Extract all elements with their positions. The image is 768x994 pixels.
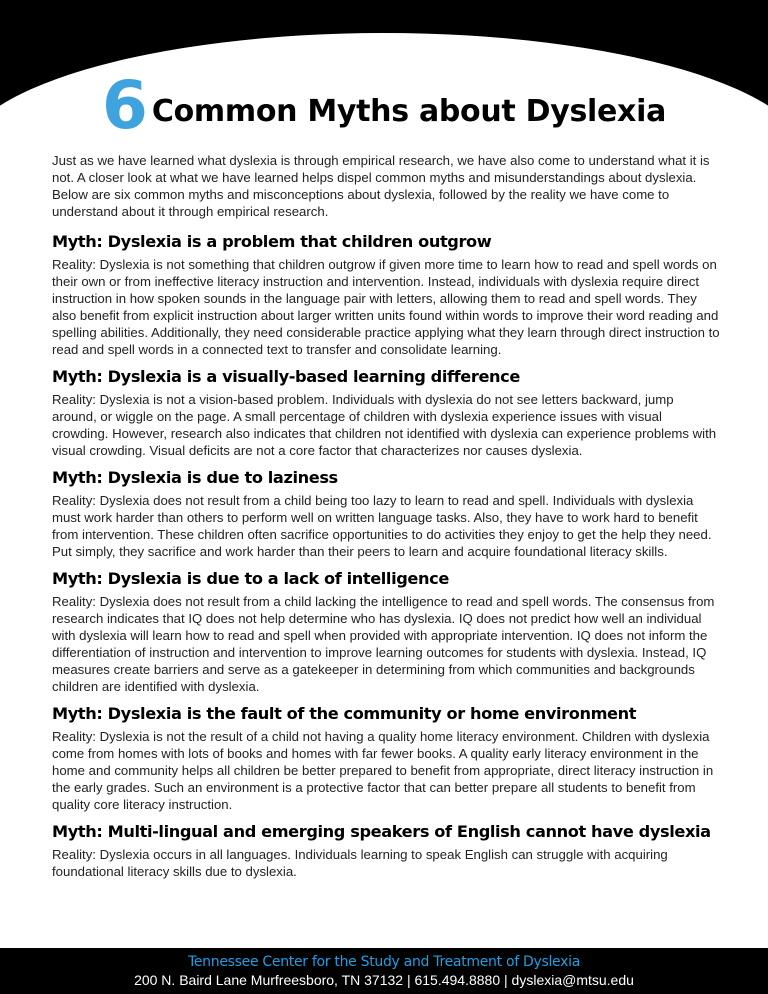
myth-section [52,822,720,880]
myth-heading: Myth: Dyslexia is the fault of the community or home environment [52,704,637,723]
myth-section [52,569,720,695]
myth-section [52,367,720,459]
footer-organization: Tennessee Center for the Study and Treatment of Dyslexia [188,954,580,970]
main-content [52,152,720,889]
footer [0,948,768,994]
header-band [0,0,768,150]
intro-paragraph: Just as we have learned what dyslexia is through empirical research, we have also come to understand what it is not. A closer look at what we have learned helps dispel common myths and misunderstandings about dyslexia. Below are six common myths and misconceptions about dyslexia, followed by the reality we have come to understand about it through empirical research. [52,153,710,219]
myth-heading: Myth: Dyslexia is a visually-based learning difference [52,367,520,386]
myth-heading: Myth: Dyslexia is a problem that children outgrow [52,232,492,251]
title-number: 6 [101,67,146,144]
myth-reality: Reality: Dyslexia does not result from a child being too lazy to learn to read and spell. Individuals with dyslexia must work harder than others to perform well on written language tasks. Also, they have to work hard to benefit from intervention. These children often sacrifice opportunities to do activities they enjoy to get the help they need. Put simply, they sacrifice and work harder than their peers to learn and acquire foundational literacy skills. [52,493,712,559]
page-title [0,67,768,144]
myth-section [52,232,720,358]
myth-reality: Reality: Dyslexia does not result from a child lacking the intelligence to read and spell words. The consensus from research indicates that IQ does not help determine who has dyslexia. IQ does not predict how well an individual with dyslexia will learn how to read and spell when provided with appropriate intervention. IQ does not inform the differentiation of instruction and intervention to improve learning outcomes for students with dyslexia. Instead, IQ measures create barriers and serve as a gatekeeper in determining from which communities and backgrounds children are identified with dyslexia. [52,594,715,694]
title-text: Common Myths about Dyslexia [151,94,667,129]
myth-heading: Myth: Dyslexia is due to a lack of intelligence [52,569,449,588]
myth-reality: Reality: Dyslexia is not the result of a child not having a quality home literacy environment. Children with dyslexia come from homes with lots of books and homes with far fewer books. A quality early literacy environment in the home and community helps all children be better prepared to benefit from appropriate, direct literacy instruction in the early grades. Such an environment is a protective factor that can better prepare all students to benefit from quality core literacy instruction. [52,729,714,812]
myth-heading: Myth: Dyslexia is due to laziness [52,468,338,487]
footer-contact: 200 N. Baird Lane Murfreesboro, TN 37132 | 615.494.8880 | dyslexia@mtsu.edu [134,972,634,988]
myth-reality: Reality: Dyslexia is not something that children outgrow if given more time to learn how to read and spell words on their own or from ineffective literacy instruction and intervention. Instead, individuals with dyslexia require direct instruction in how spoken sounds in the language pair with letters, allowing them to read and spell words. They also benefit from explicit instruction about larger written units found within words to improve their word reading and spelling abilities. Additionally, they need considerable practice applying what they learn through direct instruction to read and spell words in a connected text to transfer and consolidate learning. [52,257,720,357]
myth-reality: Reality: Dyslexia is not a vision-based problem. Individuals with dyslexia do not see letters backward, jump around, or wiggle on the page. A small percentage of children with dyslexia experience issues with visual crowding. However, research also indicates that children not identified with dyslexia can experience problems with visual crowding. Visual deficits are not a core factor that characterizes nor causes dyslexia. [52,392,717,458]
myth-section [52,468,720,560]
myth-reality: Reality: Dyslexia occurs in all languages. Individuals learning to speak English can struggle with acquiring foundational literacy skills due to dyslexia. [52,847,668,879]
myth-section [52,704,720,813]
myth-heading: Myth: Multi-lingual and emerging speakers of English cannot have dyslexia [52,822,711,841]
